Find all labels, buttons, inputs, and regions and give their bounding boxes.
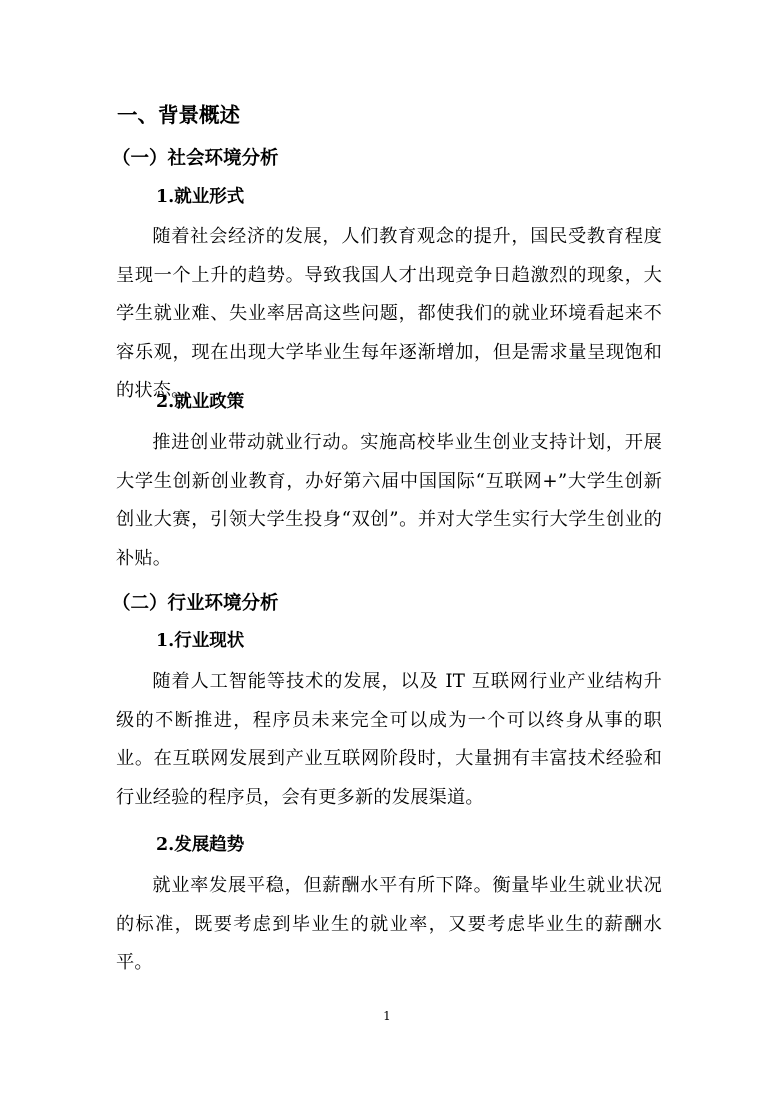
heading-development-trend: 2.发展趋势 [156, 835, 245, 855]
heading-industry-status: 1.行业现状 [156, 631, 245, 651]
subsection-title-industry-environment: （二）行业环境分析 [112, 593, 279, 614]
paragraph-employment-form: 随着社会经济的发展，人们教育观念的提升，国民受教育程度呈现一个上升的趋势。导致我国人才出现竞争日趋激烈的现象，大学生就业难、失业率居高这些问题，都使我们的就业环境看起来不容乐观，现在出现大学毕业生每年逐渐增加，但是需求量呈现饱和的状态。 [116, 226, 662, 401]
paragraph-industry-status: 随着人工智能等技术的发展，以及 IT 互联网行业产业结构升级的不断推进，程序员未来完全可以成为一个可以终身从事的职业。在互联网发展到产业互联网阶段时，大量拥有丰富技术经验和行业经验的程序员，会有更多新的发展渠道。 [116, 671, 662, 808]
paragraph-development-trend: 就业率发展平稳，但薪酬水平有所下降。衡量毕业生就业状况的标准，既要考虑到毕业生的就业率，又要考虑毕业生的薪酬水平。 [116, 875, 662, 973]
paragraph-employment-policy: 推进创业带动就业行动。实施高校毕业生创业支持计划，开展大学生创新创业教育，办好第六届中国国际“互联网+”大学生创新创业大赛，引领大学生投身“双创”。并对大学生实行大学生创业的补贴。 [116, 432, 662, 569]
page-number: 1 [383, 1009, 391, 1023]
subsection-title-social-environment: （一）社会环境分析 [112, 148, 279, 169]
section-title: 一、背景概述 [117, 103, 240, 127]
heading-employment-policy: 2.就业政策 [156, 392, 245, 412]
heading-employment-form: 1.就业形式 [156, 187, 245, 207]
